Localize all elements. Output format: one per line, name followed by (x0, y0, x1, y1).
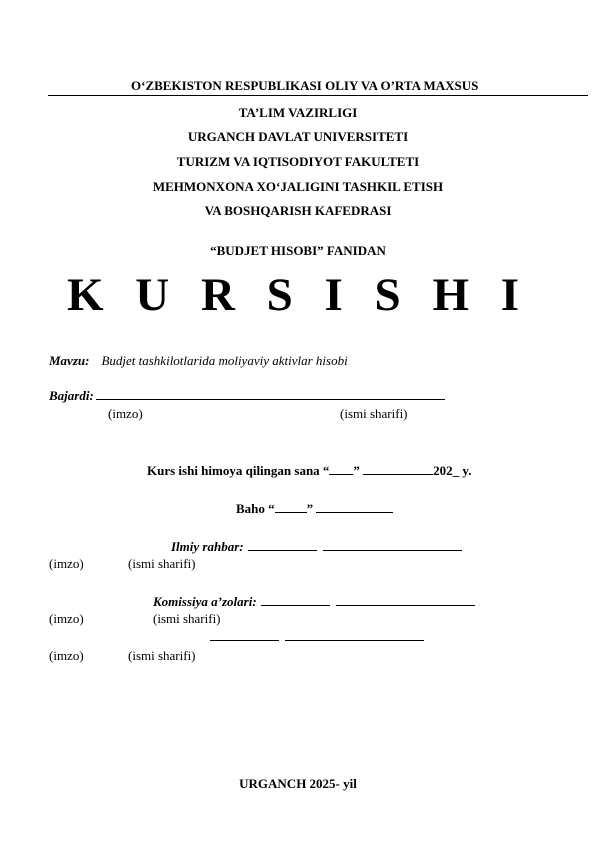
commission-name-line-1 (336, 593, 475, 606)
performer-signature-line (96, 387, 445, 400)
commission-name-caption-1: (ismi sharifi) (153, 611, 221, 626)
grade-value-line (275, 500, 307, 513)
commission-signature-line-2 (210, 628, 279, 641)
header-divider (48, 95, 588, 96)
defense-date-suffix: 202_ y. (433, 463, 472, 478)
commission-sign-caption-2: (imzo) (49, 648, 84, 663)
supervisor-name-caption: (ismi sharifi) (128, 556, 196, 571)
supervisor-name-line (323, 538, 462, 551)
topic-label: Mavzu: (49, 353, 90, 368)
defense-date-mid: ” (353, 463, 364, 478)
performer-sign-caption: (imzo) (108, 406, 143, 421)
defense-date-row (147, 462, 471, 479)
defense-day-line (329, 462, 353, 475)
ministry-line-2: TA’LIM VAZIRLIGI (238, 105, 358, 120)
defense-month-line (363, 462, 433, 475)
commission-sign-caption-1: (imzo) (49, 611, 84, 626)
commission-name-caption-2: (ismi sharifi) (128, 648, 196, 663)
supervisor-signature-line (248, 538, 317, 551)
grade-prefix: Baho “ (236, 501, 275, 516)
commission-label: Komissiya a’zolari: (153, 594, 257, 609)
commission-row-2 (210, 628, 424, 645)
supervisor-row (171, 538, 462, 555)
defense-date-prefix: Kurs ishi himoya qilingan sana “ (147, 463, 330, 478)
commission-row-1 (153, 593, 475, 610)
faculty-name: TURIZM VA IQTISODIYOT FAKULTETI (176, 154, 420, 169)
commission-name-line-2 (285, 628, 424, 641)
grade-text-line (316, 500, 393, 513)
grade-mid: ” (306, 501, 317, 516)
city-year-footer: URGANCH 2025- yil (239, 776, 357, 791)
performer-row (49, 387, 445, 404)
performer-label: Bajardi: (49, 388, 94, 403)
topic-value: Budjet tashkilotlarida moliyaviy aktivlar hisobi (101, 353, 348, 368)
supervisor-label: Ilmiy rahbar: (171, 539, 244, 554)
document-title: K U R S I S H I (66, 269, 530, 321)
performer-name-caption: (ismi sharifi) (340, 406, 408, 421)
supervisor-sign-caption: (imzo) (49, 556, 84, 571)
subject-title: “BUDJET HISOBI” FANIDAN (210, 243, 386, 258)
grade-row (236, 500, 393, 517)
department-line-1: MEHMONXONA XO‘JALIGINI TASHKIL ETISH (152, 179, 444, 194)
topic-row (49, 353, 348, 369)
commission-signature-line-1 (261, 593, 330, 606)
department-line-2: VA BOSHQARISH KAFEDRASI (204, 203, 392, 218)
university-name: URGANCH DAVLAT UNIVERSITETI (187, 129, 409, 144)
ministry-line-1: O‘ZBEKISTON RESPUBLIKASI OLIY VA O’RTA MAXSUS (131, 78, 479, 93)
